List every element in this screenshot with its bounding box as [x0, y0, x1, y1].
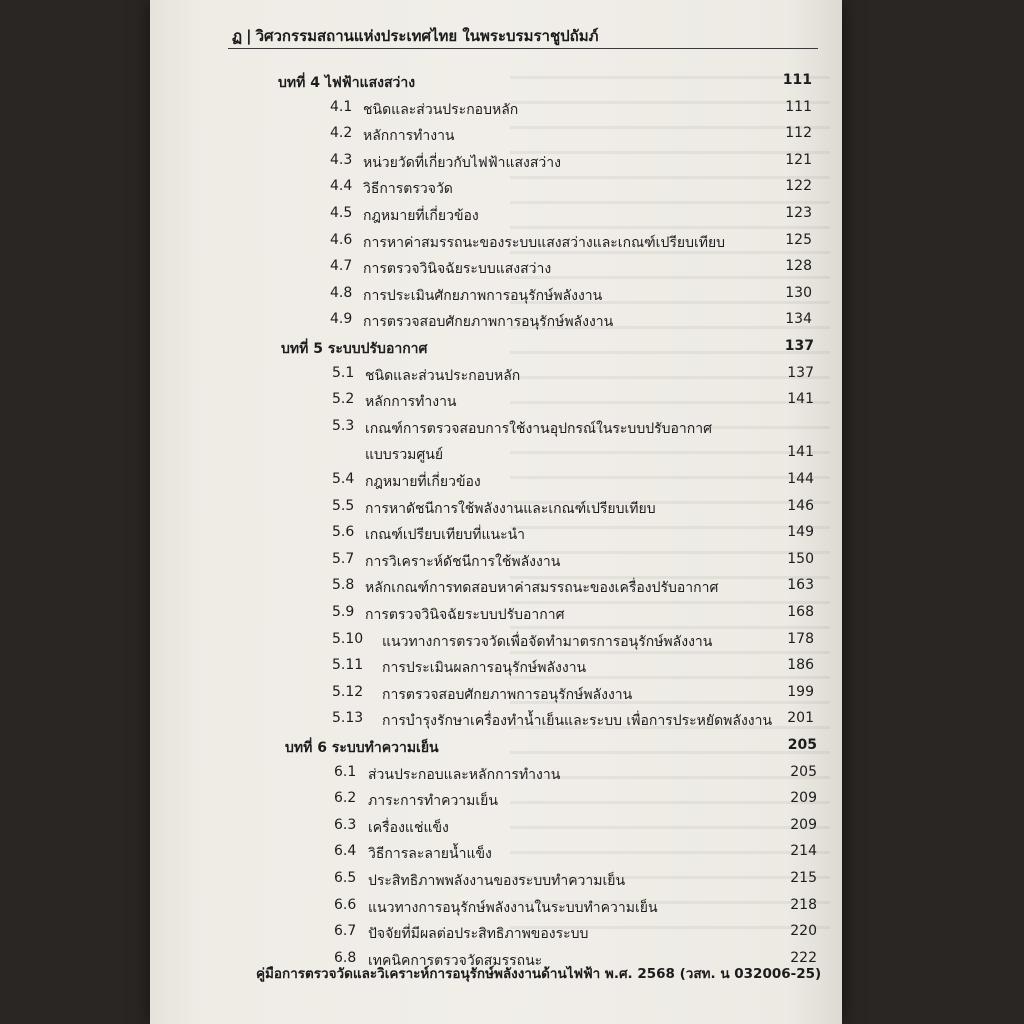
toc-section-number: 6.8	[334, 949, 357, 966]
toc-section-title: หลักการทำงาน	[363, 128, 455, 145]
toc-section-number: 5.2	[332, 391, 355, 408]
toc-chapter-title: บทที่ 6 ระบบทำความเย็น	[285, 740, 439, 756]
toc-section-number: 4.9	[330, 311, 353, 328]
toc-section-row[interactable]	[330, 311, 812, 333]
toc-section-number: 4.7	[330, 258, 353, 275]
toc-section-title: การตรวจวินิจฉัยระบบแสงสว่าง	[363, 261, 552, 278]
toc-section-title: เทคนิคการตรวจวัดสมรรถนะ	[368, 952, 543, 969]
toc-section-row[interactable]	[330, 285, 812, 307]
toc-section-row[interactable]	[332, 524, 814, 546]
toc-section-title: ประสิทธิภาพพลังงานของระบบทำความเย็น	[368, 873, 626, 889]
toc-section-row[interactable]	[334, 843, 817, 865]
toc-section-title: การตรวจสอบศักยภาพการอนุรักษ์พลังงาน	[363, 314, 614, 331]
toc-section-number: 5.3	[332, 417, 355, 434]
toc-section-row[interactable]	[332, 684, 814, 706]
toc-page-number: 205	[790, 763, 817, 780]
toc-section-title: กฎหมายที่เกี่ยวข้อง	[365, 474, 481, 490]
toc-chapter-row[interactable]	[285, 737, 817, 759]
toc-section-row[interactable]	[332, 631, 814, 653]
toc-section-title: ชนิดและส่วนประกอบหลัก	[363, 101, 519, 118]
toc-chapter-title: บทที่ 5 ระบบปรับอากาศ	[281, 341, 428, 357]
toc-page-number: 125	[785, 231, 812, 248]
toc-section-title: ภาระการทำความเย็น	[368, 793, 498, 810]
toc-page-number: 128	[785, 258, 812, 275]
toc-section-title: ส่วนประกอบและหลักการทำงาน	[368, 766, 561, 783]
toc-section-row[interactable]	[330, 232, 812, 254]
toc-section-row[interactable]	[334, 923, 817, 945]
header-rule	[228, 48, 818, 49]
toc-page-number: 130	[785, 284, 812, 301]
toc-chapter-row[interactable]	[281, 338, 814, 360]
toc-section-number: 4.2	[330, 125, 353, 142]
toc-page-number: 122	[785, 178, 812, 195]
toc-page-number: 214	[790, 843, 817, 860]
toc-section-number: 5.8	[332, 577, 355, 594]
toc-page-number: 168	[787, 604, 814, 620]
toc-section-number: 5.10	[332, 630, 364, 647]
toc-page-number: 150	[787, 550, 814, 567]
toc-section-title: เครื่องแช่แข็ง	[368, 819, 449, 836]
toc-section-title: การตรวจสอบศักยภาพการอนุรักษ์พลังงาน	[382, 686, 633, 703]
toc-section-number: 6.6	[334, 896, 357, 913]
toc-page-number: 121	[785, 151, 812, 168]
toc-section-row[interactable]	[330, 125, 812, 147]
toc-section-title: วิธีการละลายน้ำแข็ง	[368, 846, 492, 863]
toc-page-number: 178	[787, 630, 814, 647]
toc-section-row[interactable]	[330, 258, 812, 280]
toc-section-title: หน่วยวัดที่เกี่ยวกับไฟฟ้าแสงสว่าง	[363, 154, 561, 171]
toc-page-number: 111	[782, 72, 812, 88]
toc-section-row[interactable]	[334, 790, 817, 812]
toc-section-row[interactable]	[332, 577, 814, 599]
toc-page-number: 112	[785, 125, 812, 142]
toc-page-number: 215	[790, 870, 817, 886]
toc-section-row[interactable]	[332, 391, 814, 413]
toc-section-number: 5.4	[332, 471, 355, 487]
toc-section-title: การวิเคราะห์ดัชนีการใช้พลังงาน	[365, 553, 561, 570]
toc-page-number: 134	[785, 311, 812, 328]
toc-section-row[interactable]	[332, 471, 814, 493]
page-marker: ฏ	[232, 27, 243, 45]
toc-section-row-continued	[332, 444, 814, 466]
toc-section-title: การตรวจวินิจฉัยระบบปรับอากาศ	[365, 607, 565, 623]
toc-section-row[interactable]	[334, 764, 817, 786]
toc-section-number: 6.1	[334, 763, 357, 780]
toc-section-row[interactable]	[330, 152, 812, 174]
toc-section-row[interactable]	[334, 897, 817, 919]
toc-page-number: 141	[787, 444, 814, 461]
toc-section-title: หลักเกณฑ์การทดสอบหาค่าสมรรถนะของเครื่องปรับอากาศ	[365, 580, 719, 597]
toc-page-number: 141	[787, 391, 814, 408]
toc-page-number: 209	[790, 790, 817, 807]
header-separator: |	[246, 27, 252, 45]
toc-page-number: 144	[787, 471, 814, 487]
toc-section-number: 5.13	[332, 710, 364, 727]
toc-page-number: 111	[785, 98, 812, 115]
toc-section-number: 5.9	[332, 604, 355, 620]
toc-section-row[interactable]	[332, 418, 814, 440]
toc-section-title-continued: แบบรวมศูนย์	[365, 447, 444, 464]
toc-section-number: 5.7	[332, 550, 355, 567]
toc-section-number: 4.5	[330, 205, 353, 221]
toc-page-number: 149	[787, 524, 814, 541]
toc-section-title: ชนิดและส่วนประกอบหลัก	[365, 367, 521, 384]
toc-page-number: 199	[787, 683, 814, 700]
toc-section-number: 5.6	[332, 524, 355, 541]
toc-section-title: การประเมินผลการอนุรักษ์พลังงาน	[382, 660, 587, 677]
toc-section-number: 6.5	[334, 870, 357, 886]
toc-page-number: 209	[790, 816, 817, 833]
toc-section-number: 4.4	[330, 178, 353, 195]
toc-section-row[interactable]	[334, 817, 817, 839]
toc-section-number: 4.8	[330, 284, 353, 301]
book-page	[150, 0, 842, 1024]
header-title: วิศวกรรมสถานแห่งประเทศไทย ในพระบรมราชูปถัมภ์	[255, 27, 599, 45]
toc-section-title: เกณฑ์เปรียบเทียบที่แนะนำ	[365, 527, 526, 544]
toc-section-title: แนวทางการตรวจวัดเพื่อจัดทำมาตรการอนุรักษ์พลังงาน	[382, 633, 713, 650]
toc-section-title: การหาค่าสมรรถนะของระบบแสงสว่างและเกณฑ์เปรียบเทียบ	[363, 234, 726, 251]
toc-section-title: การหาดัชนีการใช้พลังงานและเกณฑ์เปรียบเทียบ	[365, 500, 656, 517]
toc-page-number: 201	[787, 710, 814, 727]
toc-section-number: 6.4	[334, 843, 357, 860]
toc-page-number: 205	[787, 737, 817, 753]
toc-section-title: แนวทางการอนุรักษ์พลังงานในระบบทำความเย็น	[368, 899, 658, 916]
toc-section-row[interactable]	[332, 710, 814, 732]
toc-section-number: 6.2	[334, 790, 357, 807]
toc-section-title: กฎหมายที่เกี่ยวข้อง	[363, 208, 479, 224]
toc-page-number: 218	[790, 896, 817, 913]
toc-section-title: เกณฑ์การตรวจสอบการใช้งานอุปกรณ์ในระบบปรับอากาศ	[365, 420, 712, 437]
toc-section-number: 6.3	[334, 816, 357, 833]
toc-page-number: 146	[787, 497, 814, 514]
toc-section-title: การประเมินศักยภาพการอนุรักษ์พลังงาน	[363, 287, 603, 304]
toc-section-row[interactable]	[332, 365, 814, 387]
toc-section-number: 5.1	[332, 364, 355, 381]
toc-page-number: 137	[784, 338, 814, 354]
toc-page-number: 163	[787, 577, 814, 594]
page-footer: คู่มือการตรวจวัดและวิเคราะห์การอนุรักษ์พลังงานด้านไฟฟ้า พ.ศ. 2568 (วสท. น 032006-25)	[256, 966, 822, 982]
toc-page-number: 137	[787, 364, 814, 381]
toc-section-row[interactable]	[332, 604, 814, 626]
toc-section-title: วิธีการตรวจวัด	[363, 181, 453, 198]
toc-section-row[interactable]	[330, 178, 812, 200]
toc-section-title: การบำรุงรักษาเครื่องทำน้ำเย็นและระบบ เพื่อการประหยัดพลังงาน	[382, 713, 773, 730]
toc-section-title: หลักการทำงาน	[365, 394, 457, 411]
toc-page-number: 222	[790, 949, 817, 966]
toc-section-number: 5.12	[332, 683, 364, 700]
toc-section-number: 4.3	[330, 151, 353, 168]
toc-section-number: 4.1	[330, 98, 353, 115]
toc-section-number: 5.11	[332, 657, 364, 674]
toc-section-title: ปัจจัยที่มีผลต่อประสิทธิภาพของระบบ	[368, 926, 589, 943]
toc-page-number: 186	[787, 657, 814, 674]
toc-section-number: 6.7	[334, 923, 357, 940]
toc-section-row[interactable]	[332, 657, 814, 679]
toc-chapter-title: บทที่ 4 ไฟฟ้าแสงสว่าง	[278, 75, 416, 91]
toc-page-number: 220	[790, 923, 817, 940]
toc-page-number: 123	[785, 205, 812, 221]
toc-section-row[interactable]	[330, 205, 812, 227]
toc-section-row[interactable]	[332, 551, 814, 573]
toc-section-row[interactable]	[332, 498, 814, 520]
toc-section-number: 4.6	[330, 231, 353, 248]
running-header	[232, 24, 832, 48]
toc-section-row[interactable]	[330, 99, 812, 121]
toc-section-number: 5.5	[332, 497, 355, 514]
toc-section-row[interactable]	[334, 870, 817, 892]
toc-chapter-row[interactable]	[278, 72, 812, 94]
